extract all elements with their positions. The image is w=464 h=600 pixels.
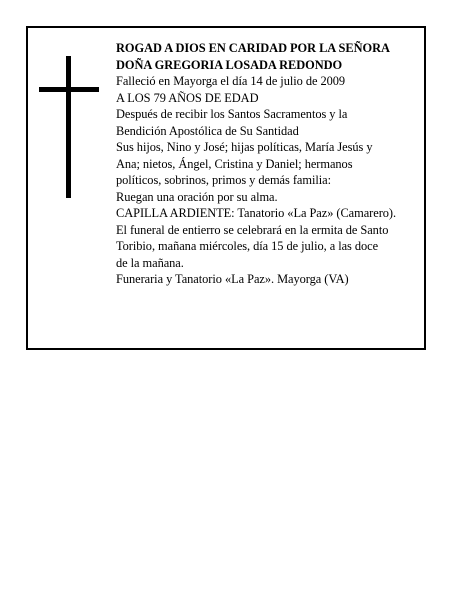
prayer-request-line: Ruegan una oración por su alma. bbox=[116, 189, 278, 204]
funeral-home-line: Funeraria y Tanatorio «La Paz». Mayorga (VA) bbox=[116, 272, 349, 286]
death-date-line: Falleció en Mayorga el día 14 de julio de 2009 bbox=[116, 74, 346, 88]
obituary-text bbox=[116, 40, 428, 288]
family-line-2: Ana; nietos, Ángel, Cristina y Daniel; hermanos bbox=[116, 156, 353, 171]
obituary-notice bbox=[26, 26, 426, 350]
family-line-1: Sus hijos, Nino y José; hijas políticas, María Jesús y bbox=[116, 140, 373, 154]
cross-horizontal-bar bbox=[39, 87, 99, 92]
heading-line-1: ROGAD A DIOS EN CARIDAD POR LA SEÑORA bbox=[116, 41, 390, 55]
funeral-line-2: Toribio, mañana miércoles, día 15 de julio, a las doce bbox=[116, 239, 379, 253]
deceased-name: DOÑA GREGORIA LOSADA REDONDO bbox=[116, 57, 343, 72]
blessing-line: Bendición Apostólica de Su Santidad bbox=[116, 123, 299, 138]
sacraments-line: Después de recibir los Santos Sacramentos y la bbox=[116, 107, 348, 121]
chapel-line: CAPILLA ARDIENTE: Tanatorio «La Paz» (Camarero). bbox=[116, 206, 397, 220]
cross-vertical-bar bbox=[66, 56, 71, 198]
funeral-line-1: El funeral de entierro se celebrará en la ermita de Santo bbox=[116, 222, 389, 237]
cross-icon bbox=[39, 56, 99, 198]
age-line: A LOS 79 AÑOS DE EDAD bbox=[116, 90, 259, 105]
funeral-line-3: de la mañana. bbox=[116, 255, 184, 270]
family-line-3: políticos, sobrinos, primos y demás familia: bbox=[116, 173, 331, 187]
